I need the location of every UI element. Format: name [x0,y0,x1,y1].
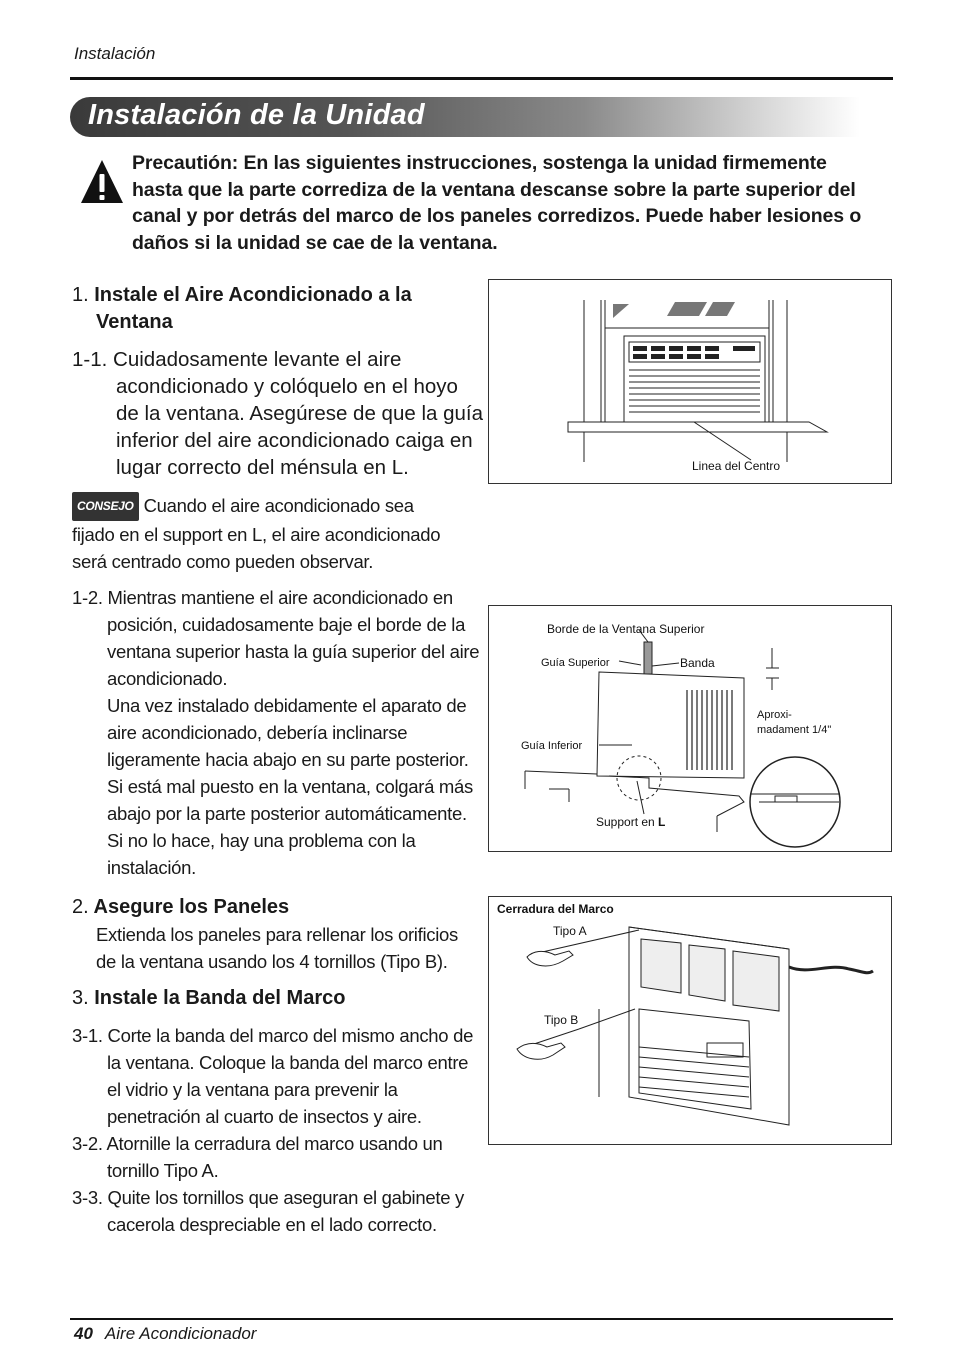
type-a-label: Tipo A [553,924,587,938]
figure-frame-lock [488,896,892,1145]
step-3-1-number: 3-1. [72,1025,103,1046]
warning-icon [79,158,125,206]
support-prefix: Support en [596,815,659,829]
support-letter: L [658,815,666,829]
step-1-2-text-b: Una vez instalado debidamente el aparato de aire acondicionado, debería inclinarse ligeramente hacia abajo en su parte posterior. Si está mal puesto en la ventana, colgará más abajo por la parte posterior automáticamente. Si no lo hace, hay una problema con la instalación. [107,695,473,878]
step-2-number: 2. [72,896,89,918]
step-1-number: 1. [72,284,89,306]
step-1-title: Instale el Aire Acondicionado a la Ventana [94,284,412,333]
step-2-title: Asegure los Paneles [93,896,290,918]
step-3-2-number: 3-2. [72,1133,103,1154]
step-1-2 [72,584,484,881]
step-3-3-number: 3-3. [72,1187,103,1208]
center-line-label: Linea del Centro [692,459,781,473]
step-2-heading [72,894,472,921]
approx-label-1: Aproxi- [757,709,792,721]
tip-badge: CONSEJO [72,492,139,521]
step-3-list [72,1022,484,1238]
tip-block [72,492,458,575]
approx-label-2: madament 1/4" [757,724,832,736]
step-3-2-text: Atornille la cerradura del marco usando un tornillo Tipo A. [106,1133,443,1181]
band-label: Banda [680,656,715,670]
tip-text: Cuando el aire acondicionado sea fijado en el support en L, el aire acondicionado será centrado como pueden observar. [72,495,441,572]
page-number: 40 [74,1324,93,1343]
header-rule [70,77,893,80]
figure-window-lowering [488,605,892,852]
step-1-1-text: Cuidadosamente levante el aire acondicionado y colóquelo en el hoyo de la ventana. Asegúrese de que la guía inferior del aire acondicionado caiga en lugar correcto del ménsula en L. [113,348,484,479]
caution-text: Precautión: En las siguientes instrucciones, sostenga la unidad firmemente hasta que la parte corrediza de la ventana descanse sobre la parte superior del canal y por detrás del marco de los paneles corredizos. Puede haber lesiones o daños si la unidad se cae de la ventana. [132,152,862,255]
upper-guide-label: Guía Superior [541,657,610,669]
step-1-2-text: Mientras mantiene el aire acondicionado en posición, cuidadosamente baje el borde de la ventana superior hasta la guía superior del aire acondicionado. [107,587,480,689]
step-2-text: Extienda los paneles para rellenar los orificios de la ventana usando los 4 tornillos (Tipo B). [96,924,458,972]
lower-guide-label: Guía Inferior [521,740,583,752]
figure-window-centered [488,279,892,484]
list-item [72,1130,484,1184]
support-label [596,815,665,829]
list-item [72,1184,484,1238]
type-b-label: Tipo B [544,1013,579,1027]
step-3-1-text: Corte la banda del marco del mismo ancho de la ventana. Coloque la banda del marco entre el vidrio y la ventana para prevenir la penetración al cuarto de insectos y aire. [107,1025,474,1127]
step-1-1-number: 1-1. [72,348,108,371]
footer [74,1324,256,1344]
frame-lock-title: Cerradura del Marco [497,902,614,916]
upper-window-edge-label: Borde de la Ventana Superior [547,622,705,636]
step-1-2-number: 1-2. [72,587,103,608]
section-header: Instalación [74,44,156,63]
step-3-number: 3. [72,987,89,1009]
step-3-3-text: Quite los tornillos que aseguran el gabinete y cacerola despreciable en el lado correcto. [107,1187,464,1235]
page-title: Instalación de la Unidad [88,99,425,131]
step-3-heading [72,985,472,1012]
list-item [72,1022,484,1130]
step-3-title: Instale la Banda del Marco [94,987,346,1009]
footer-title: Aire Acondicionador [104,1324,257,1343]
step-1-1 [72,346,484,481]
footer-rule [70,1318,893,1320]
step-1-heading [72,282,472,336]
